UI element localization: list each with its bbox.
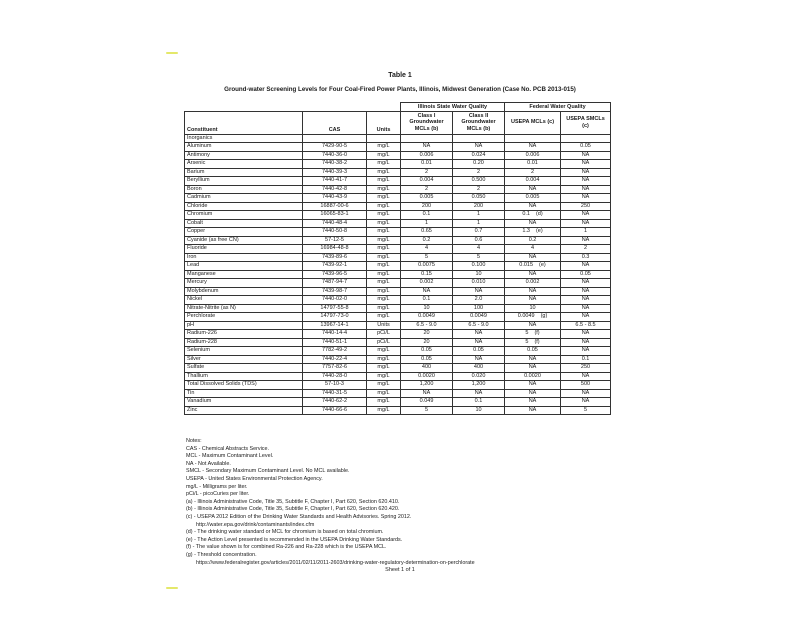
- class1-cell: 1,200: [401, 381, 453, 390]
- usepa-mcl-cell: 0.002: [505, 279, 561, 288]
- table-row: [185, 253, 611, 262]
- note-line: (g) - Threshold concentration.: [186, 551, 257, 558]
- table-row: [185, 168, 611, 177]
- constituent-cell: Aluminum: [185, 143, 303, 152]
- cas-cell: 13967-14-1: [303, 321, 367, 330]
- cas-cell: 7440-50-8: [303, 228, 367, 237]
- footnote-ref: (e): [539, 262, 546, 269]
- units-cell: mg/L: [367, 194, 401, 203]
- usepa-mcl-cell: 0.05: [505, 347, 561, 356]
- class2-cell: 0.20: [453, 160, 505, 169]
- constituent-cell: Manganese: [185, 270, 303, 279]
- class2-cell: NA: [453, 287, 505, 296]
- usepa-smcl-cell: NA: [561, 398, 611, 407]
- note-line: http://water.epa.gov/drink/contaminants/index.cfm: [196, 521, 315, 528]
- constituent-cell: Iron: [185, 253, 303, 262]
- constituent-cell: Selenium: [185, 347, 303, 356]
- class1-cell: 400: [401, 364, 453, 373]
- units-cell: mg/L: [367, 296, 401, 305]
- usepa-mcl-cell: NA: [505, 143, 561, 152]
- constituent-cell: Molybdenum: [185, 287, 303, 296]
- cas-cell: 16887-00-6: [303, 202, 367, 211]
- usepa-smcl-cell: 250: [561, 364, 611, 373]
- class2-header: Class II Groundwater MCLs (b): [453, 111, 505, 134]
- usepa-mcl-cell: 4: [505, 245, 561, 254]
- class2-cell: NA: [453, 330, 505, 339]
- usepa-mcl-cell: NA: [505, 219, 561, 228]
- page-number: Sheet 1 of 1: [385, 567, 415, 573]
- class1-cell: 0.0049: [401, 313, 453, 322]
- units-cell: mg/L: [367, 398, 401, 407]
- class1-cell: 5: [401, 253, 453, 262]
- table-row: [185, 287, 611, 296]
- cas-cell: 7440-02-0: [303, 296, 367, 305]
- class2-cell: 0.100: [453, 262, 505, 271]
- usepa-mcl-cell: NA: [505, 270, 561, 279]
- units-cell: mg/L: [367, 381, 401, 390]
- class2-cell: 4: [453, 245, 505, 254]
- constituent-cell: Radium-226: [185, 330, 303, 339]
- constituent-cell: Perchlorate: [185, 313, 303, 322]
- cas-cell: 7440-62-2: [303, 398, 367, 407]
- constituent-cell: Beryllium: [185, 177, 303, 186]
- table-group-header-row: [185, 103, 611, 112]
- usepa-smcl-cell: NA: [561, 194, 611, 203]
- usepa-smcl-cell: NA: [561, 338, 611, 347]
- class1-cell: 0.2: [401, 236, 453, 245]
- table-notes: [186, 438, 626, 567]
- units-cell: mg/L: [367, 228, 401, 237]
- class2-cell: 5: [453, 253, 505, 262]
- class2-cell: 2: [453, 185, 505, 194]
- constituent-cell: Vanadium: [185, 398, 303, 407]
- usepa-smcl-cell: NA: [561, 177, 611, 186]
- usepa-smcl-cell: NA: [561, 279, 611, 288]
- class2-cell: 0.7: [453, 228, 505, 237]
- class2-cell: 0.020: [453, 372, 505, 381]
- usepa-mcl-cell: 0.006: [505, 151, 561, 160]
- usepa-smcl-cell: 0.1: [561, 355, 611, 364]
- usepa-smcl-cell: 500: [561, 381, 611, 390]
- class1-cell: 0.05: [401, 355, 453, 364]
- table-row: [185, 398, 611, 407]
- table-row: [185, 364, 611, 373]
- units-cell: mg/L: [367, 211, 401, 220]
- constituent-cell: Tin: [185, 389, 303, 398]
- cas-cell: 7440-48-4: [303, 219, 367, 228]
- usepa-smcl-cell: NA: [561, 185, 611, 194]
- table-row: [185, 177, 611, 186]
- class2-cell: 0.024: [453, 151, 505, 160]
- class2-cell: NA: [453, 389, 505, 398]
- constituent-cell: Silver: [185, 355, 303, 364]
- table-row: [185, 406, 611, 415]
- cas-cell: 7439-89-6: [303, 253, 367, 262]
- class2-cell: NA: [453, 338, 505, 347]
- cas-cell: 7429-90-5: [303, 143, 367, 152]
- usepa-mcl-cell: NA: [505, 364, 561, 373]
- section-label: Inorganics: [185, 134, 303, 143]
- usepa-mcl-cell: NA: [505, 253, 561, 262]
- cas-cell: 14797-55-8: [303, 304, 367, 313]
- constituent-cell: Total Dissolved Solids (TDS): [185, 381, 303, 390]
- note-line: (e) - The Action Level presented is recommended in the USEPA Drinking Water Standards.: [186, 536, 403, 543]
- units-cell: mg/L: [367, 364, 401, 373]
- usepa-smcl-cell: NA: [561, 372, 611, 381]
- usepa-smcl-cell: NA: [561, 313, 611, 322]
- usepa-mcl-cell: NA: [505, 355, 561, 364]
- units-cell: mg/L: [367, 245, 401, 254]
- table-row: [185, 219, 611, 228]
- units-cell: mg/L: [367, 270, 401, 279]
- usepa-smcl-cell: NA: [561, 304, 611, 313]
- usepa-mcl-cell: 0.1 (d): [505, 211, 561, 220]
- document-subtitle: Ground-water Screening Levels for Four Coal-Fired Power Plants, Illinois, Midwest Generation (Case No. PCB 2013-015): [224, 86, 576, 93]
- cas-cell: 7440-43-9: [303, 194, 367, 203]
- usepa-mcl-cell: 0.2: [505, 236, 561, 245]
- usepa-smcl-header: USEPA SMCLs (c): [561, 111, 611, 134]
- class2-cell: 10: [453, 270, 505, 279]
- usepa-mcl-cell: 0.0020: [505, 372, 561, 381]
- table-row: [185, 270, 611, 279]
- class1-cell: 0.002: [401, 279, 453, 288]
- cas-cell: 7757-82-6: [303, 364, 367, 373]
- usepa-mcl-cell: 0.0049 (g): [505, 313, 561, 322]
- table-row: [185, 355, 611, 364]
- usepa-mcl-cell: NA: [505, 296, 561, 305]
- constituent-cell: Chromium: [185, 211, 303, 220]
- cas-cell: 7439-96-5: [303, 270, 367, 279]
- table-row: [185, 228, 611, 237]
- table-row: [185, 236, 611, 245]
- constituent-cell: Boron: [185, 185, 303, 194]
- class1-cell: 0.15: [401, 270, 453, 279]
- footnote-ref: (f): [534, 338, 540, 345]
- class2-cell: 1: [453, 219, 505, 228]
- class2-cell: 0.0049: [453, 313, 505, 322]
- usepa-mcl-cell: NA: [505, 406, 561, 415]
- constituent-cell: Mercury: [185, 279, 303, 288]
- usepa-mcl-cell: 2: [505, 168, 561, 177]
- usepa-mcl-cell: 5 (f): [505, 330, 561, 339]
- cas-cell: 7440-14-4: [303, 330, 367, 339]
- note-line: SMCL - Secondary Maximum Contaminant Level. No MCL available.: [186, 468, 350, 475]
- units-cell: mg/L: [367, 287, 401, 296]
- table-row: [185, 347, 611, 356]
- constituent-cell: Radium-228: [185, 338, 303, 347]
- class1-cell: 0.01: [401, 160, 453, 169]
- class1-cell: NA: [401, 143, 453, 152]
- cas-cell: 16065-83-1: [303, 211, 367, 220]
- cas-cell: 7440-31-5: [303, 389, 367, 398]
- units-cell: Units: [367, 321, 401, 330]
- usepa-smcl-cell: NA: [561, 262, 611, 271]
- note-line: MCL - Maximum Contaminant Level.: [186, 453, 274, 460]
- units-cell: mg/L: [367, 236, 401, 245]
- cas-cell: 7439-92-1: [303, 262, 367, 271]
- constituent-cell: Cadmium: [185, 194, 303, 203]
- class1-cell: 2: [401, 168, 453, 177]
- table-row: [185, 381, 611, 390]
- table-row: [185, 262, 611, 271]
- class1-cell: 0.1: [401, 211, 453, 220]
- cas-cell: 7440-38-2: [303, 160, 367, 169]
- table-row: [185, 296, 611, 305]
- constituent-cell: Sulfate: [185, 364, 303, 373]
- class2-cell: 0.050: [453, 194, 505, 203]
- usepa-mcl-cell: NA: [505, 389, 561, 398]
- table-row: [185, 194, 611, 203]
- footnote-ref: (g): [540, 313, 548, 320]
- table-row: [185, 185, 611, 194]
- class2-cell: NA: [453, 355, 505, 364]
- class1-cell: 2: [401, 185, 453, 194]
- units-cell: mg/L: [367, 168, 401, 177]
- note-line: CAS - Chemical Abstracts Service.: [186, 445, 269, 452]
- class2-cell: 1,200: [453, 381, 505, 390]
- usepa-mcl-cell: NA: [505, 398, 561, 407]
- usepa-mcl-cell: 0.004: [505, 177, 561, 186]
- constituent-cell: Nickel: [185, 296, 303, 305]
- usepa-mcl-cell: 0.015 (e): [505, 262, 561, 271]
- note-line: USEPA - United States Environmental Protection Agency.: [186, 475, 323, 482]
- constituent-cell: Nitrate-Nitrite (as N): [185, 304, 303, 313]
- class2-cell: 200: [453, 202, 505, 211]
- class1-cell: 0.049: [401, 398, 453, 407]
- usepa-smcl-cell: NA: [561, 151, 611, 160]
- class1-cell: 0.65: [401, 228, 453, 237]
- units-cell: mg/L: [367, 347, 401, 356]
- class1-cell: 0.005: [401, 194, 453, 203]
- class2-cell: 0.6: [453, 236, 505, 245]
- table-row: [185, 202, 611, 211]
- constituent-cell: pH: [185, 321, 303, 330]
- table-row: [185, 313, 611, 322]
- usepa-mcl-cell: 5 (f): [505, 338, 561, 347]
- table-row: [185, 245, 611, 254]
- class1-cell: 0.006: [401, 151, 453, 160]
- class1-cell: NA: [401, 287, 453, 296]
- constituent-cell: Thallium: [185, 372, 303, 381]
- class1-cell: 0.0020: [401, 372, 453, 381]
- constituent-cell: Fluoride: [185, 245, 303, 254]
- units-cell: mg/L: [367, 151, 401, 160]
- units-cell: mg/L: [367, 262, 401, 271]
- usepa-mcl-cell: 1.3 (e): [505, 228, 561, 237]
- constituent-cell: Zinc: [185, 406, 303, 415]
- cas-cell: 7440-28-0: [303, 372, 367, 381]
- units-cell: mg/L: [367, 219, 401, 228]
- usepa-mcl-cell: NA: [505, 185, 561, 194]
- usepa-smcl-cell: 6.5 - 8.5: [561, 321, 611, 330]
- table-row: [185, 304, 611, 313]
- class1-cell: 0.05: [401, 347, 453, 356]
- class2-cell: 6.5 - 9.0: [453, 321, 505, 330]
- constituent-header: Constituent: [185, 111, 303, 134]
- units-cell: mg/L: [367, 185, 401, 194]
- usepa-smcl-cell: NA: [561, 236, 611, 245]
- document-title: Table 1: [388, 72, 412, 79]
- units-cell: mg/L: [367, 313, 401, 322]
- usepa-smcl-cell: NA: [561, 211, 611, 220]
- cas-header: CAS: [303, 111, 367, 134]
- constituent-cell: Cyanide (as free CN): [185, 236, 303, 245]
- note-line: NA - Not Available.: [186, 460, 231, 467]
- usepa-smcl-cell: NA: [561, 330, 611, 339]
- usepa-smcl-cell: 250: [561, 202, 611, 211]
- usepa-smcl-cell: 0.05: [561, 143, 611, 152]
- constituent-cell: Copper: [185, 228, 303, 237]
- highlighter-mark: [166, 587, 178, 589]
- table-row: [185, 211, 611, 220]
- usepa-smcl-cell: 5: [561, 406, 611, 415]
- usepa-smcl-cell: 1: [561, 228, 611, 237]
- units-header: Units: [367, 111, 401, 134]
- units-cell: mg/L: [367, 177, 401, 186]
- cas-cell: 7440-36-0: [303, 151, 367, 160]
- note-line: mg/L - Milligrams per liter.: [186, 483, 248, 490]
- usepa-smcl-cell: NA: [561, 296, 611, 305]
- table-row: [185, 321, 611, 330]
- usepa-mcl-cell: NA: [505, 202, 561, 211]
- constituent-cell: Barium: [185, 168, 303, 177]
- usepa-mcl-header: USEPA MCLs (c): [505, 111, 561, 134]
- cas-cell: 7440-22-4: [303, 355, 367, 364]
- cas-cell: 7439-98-7: [303, 287, 367, 296]
- units-cell: mg/L: [367, 406, 401, 415]
- usepa-smcl-cell: 0.05: [561, 270, 611, 279]
- class2-cell: NA: [453, 143, 505, 152]
- illinois-group-header: Illinois State Water Quality: [401, 103, 505, 112]
- constituent-cell: Lead: [185, 262, 303, 271]
- constituent-cell: Arsenic: [185, 160, 303, 169]
- note-line: (d) - The drinking water standard or MCL for chromium is based on total chromium.: [186, 529, 384, 536]
- highlighter-mark: [166, 52, 178, 54]
- table-row: [185, 279, 611, 288]
- usepa-mcl-cell: NA: [505, 381, 561, 390]
- units-cell: mg/L: [367, 143, 401, 152]
- cas-cell: 57-10-3: [303, 381, 367, 390]
- usepa-mcl-cell: NA: [505, 321, 561, 330]
- table-header-row: [185, 111, 611, 134]
- class2-cell: 2.0: [453, 296, 505, 305]
- note-line: https://www.federalregister.gov/articles/2011/02/11/2011-2603/drinking-water-regulatory-determination-on-perchlorate: [196, 559, 475, 566]
- units-cell: mg/L: [367, 279, 401, 288]
- cas-cell: 16984-48-8: [303, 245, 367, 254]
- usepa-mcl-cell: NA: [505, 287, 561, 296]
- screening-levels-table: [184, 102, 611, 415]
- units-cell: mg/L: [367, 160, 401, 169]
- table-row: [185, 160, 611, 169]
- usepa-mcl-cell: 0.01: [505, 160, 561, 169]
- usepa-smcl-cell: NA: [561, 168, 611, 177]
- cas-cell: 57-12-5: [303, 236, 367, 245]
- table-row: [185, 151, 611, 160]
- table-row: [185, 338, 611, 347]
- class2-cell: 0.500: [453, 177, 505, 186]
- class2-cell: 100: [453, 304, 505, 313]
- usepa-smcl-cell: NA: [561, 160, 611, 169]
- table-row: [185, 372, 611, 381]
- footnote-ref: (f): [534, 330, 540, 337]
- footnote-ref: (e): [535, 228, 543, 235]
- usepa-mcl-cell: 10: [505, 304, 561, 313]
- usepa-smcl-cell: NA: [561, 389, 611, 398]
- cas-cell: 7440-66-6: [303, 406, 367, 415]
- class1-cell: 5: [401, 406, 453, 415]
- cas-cell: 7440-42-8: [303, 185, 367, 194]
- units-cell: mg/L: [367, 202, 401, 211]
- class2-cell: 2: [453, 168, 505, 177]
- units-cell: mg/L: [367, 253, 401, 262]
- units-cell: mg/L: [367, 304, 401, 313]
- federal-group-header: Federal Water Quality: [505, 103, 611, 112]
- class2-cell: 0.1: [453, 398, 505, 407]
- class1-cell: 4: [401, 245, 453, 254]
- note-line: (f) - The value shown is for combined Ra-226 and Ra-228 which is the USEPA MCL.: [186, 544, 387, 551]
- class1-cell: 0.004: [401, 177, 453, 186]
- class2-cell: 10: [453, 406, 505, 415]
- class2-cell: 0.010: [453, 279, 505, 288]
- usepa-smcl-cell: NA: [561, 347, 611, 356]
- cas-cell: 7440-51-1: [303, 338, 367, 347]
- class1-cell: 20: [401, 330, 453, 339]
- constituent-cell: Chloride: [185, 202, 303, 211]
- constituent-cell: Cobalt: [185, 219, 303, 228]
- cas-cell: 7440-41-7: [303, 177, 367, 186]
- note-line: pCi/L - picoCuries per liter.: [186, 491, 250, 498]
- units-cell: mg/L: [367, 355, 401, 364]
- footnote-ref: (d): [535, 211, 543, 218]
- class2-cell: 0.05: [453, 347, 505, 356]
- note-line: (c) - USEPA 2012 Edition of the Drinking Water Standards and Health Advisories. Spring 2012.: [186, 513, 412, 520]
- note-line: (a) - Illinois Administrative Code, Title 35, Subtitle F, Chapter I, Part 620, Section 620.410.: [186, 498, 400, 505]
- class1-cell: NA: [401, 389, 453, 398]
- cas-cell: 7440-39-3: [303, 168, 367, 177]
- section-row: [185, 134, 611, 143]
- class1-cell: 1: [401, 219, 453, 228]
- units-cell: pCi/L: [367, 330, 401, 339]
- table-row: [185, 330, 611, 339]
- class2-cell: 400: [453, 364, 505, 373]
- note-line: (b) - Illinois Administrative Code, Title 35, Subtitle F, Chapter I, Part 620, Section 620.420.: [186, 506, 400, 513]
- note-line: Notes:: [186, 438, 202, 444]
- cas-cell: 7782-49-2: [303, 347, 367, 356]
- class1-cell: 0.1: [401, 296, 453, 305]
- usepa-smcl-cell: 0.3: [561, 253, 611, 262]
- class1-cell: 200: [401, 202, 453, 211]
- class2-cell: 1: [453, 211, 505, 220]
- class1-cell: 0.0075: [401, 262, 453, 271]
- class1-header: Class I Groundwater MCLs (b): [401, 111, 453, 134]
- cas-cell: 7487-94-7: [303, 279, 367, 288]
- table-row: [185, 389, 611, 398]
- usepa-mcl-cell: 0.005: [505, 194, 561, 203]
- units-cell: mg/L: [367, 389, 401, 398]
- usepa-smcl-cell: NA: [561, 287, 611, 296]
- units-cell: pCi/L: [367, 338, 401, 347]
- class1-cell: 6.5 - 9.0: [401, 321, 453, 330]
- table-row: [185, 143, 611, 152]
- usepa-smcl-cell: 2: [561, 245, 611, 254]
- usepa-smcl-cell: NA: [561, 219, 611, 228]
- class1-cell: 20: [401, 338, 453, 347]
- units-cell: mg/L: [367, 372, 401, 381]
- class1-cell: 10: [401, 304, 453, 313]
- constituent-cell: Antimony: [185, 151, 303, 160]
- cas-cell: 14797-73-0: [303, 313, 367, 322]
